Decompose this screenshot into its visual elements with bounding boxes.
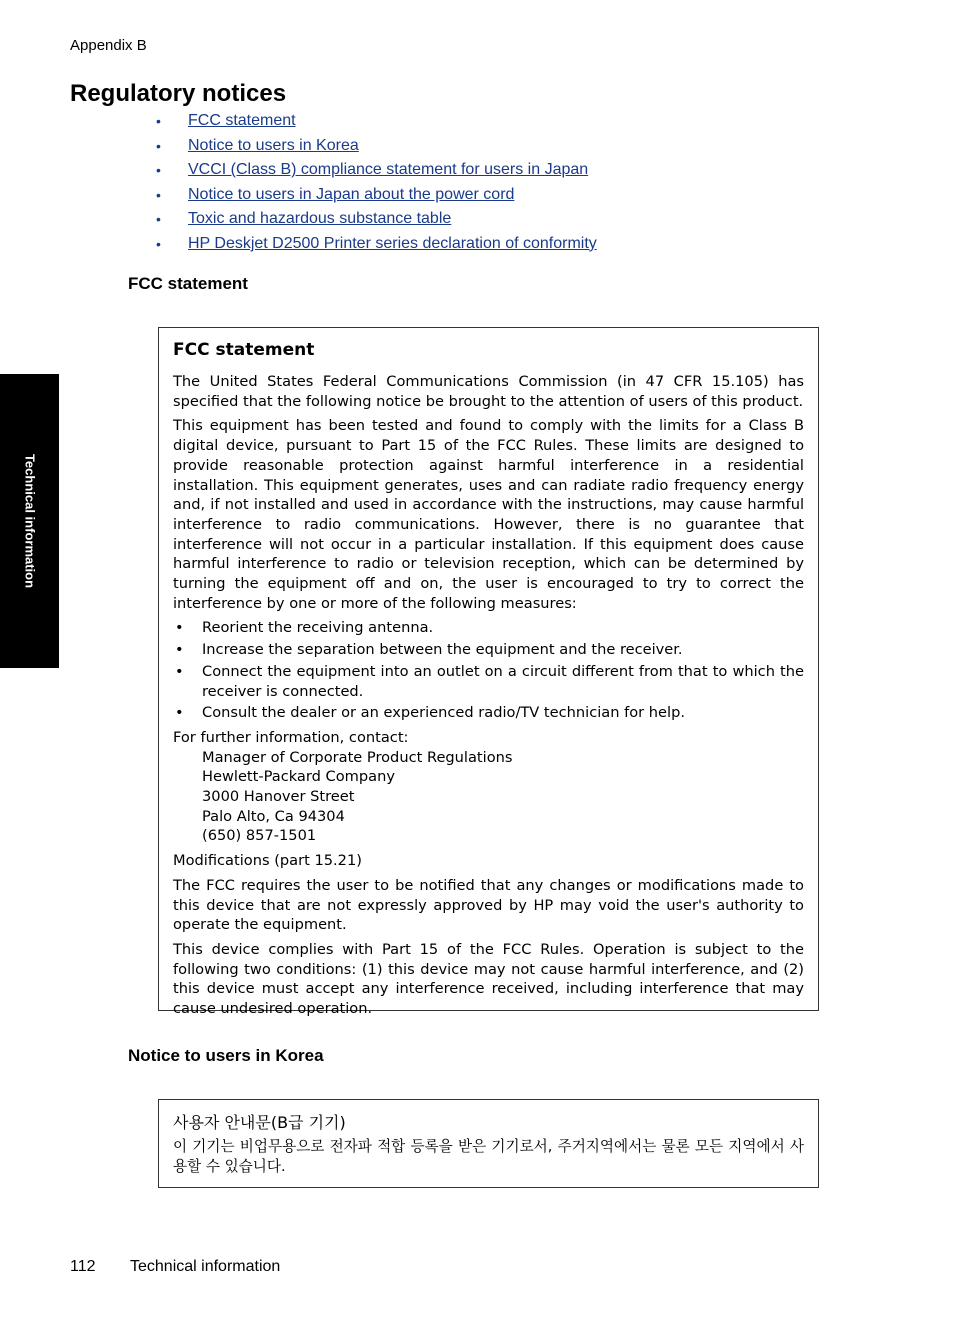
- toc-list: [156, 111, 756, 258]
- toc-link-korea[interactable]: Notice to users in Korea: [188, 136, 359, 154]
- bullet: •: [175, 662, 184, 680]
- toc-item: [156, 234, 756, 259]
- toc-link-japan-power-cord[interactable]: Notice to users in Japan about the power cord: [188, 185, 515, 203]
- page-number: 112: [70, 1258, 96, 1275]
- address-line: (650) 857-1501: [202, 827, 317, 845]
- fcc-section-heading: FCC statement: [128, 274, 248, 293]
- list-item: [173, 662, 804, 701]
- bullet: •: [175, 641, 184, 659]
- toc-item: [156, 185, 756, 210]
- toc-link-vcci[interactable]: VCCI (Class B) compliance statement for users in Japan: [188, 161, 589, 178]
- toc-link-declaration[interactable]: HP Deskjet D2500 Printer series declaration of conformity: [188, 234, 597, 252]
- korea-section-heading: Notice to users in Korea: [128, 1046, 324, 1065]
- bullet: •: [175, 704, 184, 722]
- address-line: Palo Alto, Ca 94304: [202, 807, 345, 825]
- page-title: Regulatory notices: [70, 80, 287, 107]
- fcc-statement-box: [158, 327, 819, 1018]
- toc-bullet: •: [156, 137, 161, 154]
- korea-box-text: 이 기기는 비업무용으로 전자파 적합 등록을 받은 기기로서, 주거지역에서는 물론 모든 지역에서 사용할 수 있습니다.: [173, 1138, 804, 1175]
- toc-bullet: •: [156, 235, 161, 252]
- korea-box-title: 사용자 안내문(B급 기기): [173, 1113, 346, 1132]
- side-tab-label: Technical information: [22, 453, 38, 589]
- fcc-measures-list: [173, 618, 804, 723]
- modifications-label: Modifications (part 15.21): [173, 852, 362, 870]
- contact-address: [173, 748, 804, 847]
- list-item: [173, 640, 804, 660]
- fcc-box-body: [173, 372, 804, 1019]
- toc-item: [156, 209, 756, 234]
- fcc-paragraph-3: The FCC requires the user to be notified that any changes or modifications made to this device that are not expressly approved by HP may void the user's authority to operate the equipment.: [173, 876, 804, 934]
- fcc-paragraph-2: This equipment has been tested and found to comply with the limits for a Class B digital device, pursuant to Part 15 of the FCC Rules. These limits are designed to provide reasonable protection against harmful interference in a residential installation. This equipment generates, uses and can radiate radio frequency energy and, if not installed and used in accordance with the instructions, may cause harmful interference to radio communications. However, there is no guarantee that interference will not occur in a particular installation. If this equipment does cause harmful interference to radio or television reception, which can be determined by turning the equipment off and on, the user is encouraged to try to correct the interference by one or more of the following measures:: [173, 417, 804, 612]
- list-item: [173, 618, 804, 638]
- list-item: [173, 703, 804, 723]
- toc-link-fcc-statement[interactable]: FCC statement: [188, 112, 296, 129]
- running-head: Appendix B: [70, 37, 147, 54]
- toc-bullet: •: [156, 162, 161, 178]
- footer-title: Technical information: [130, 1258, 281, 1275]
- toc-item: [156, 160, 756, 185]
- fcc-box-title: FCC statement: [173, 340, 315, 360]
- contact-intro: For further information, contact:: [173, 728, 409, 746]
- bullet: •: [175, 619, 184, 637]
- fcc-paragraph-1: The United States Federal Communications Commission (in 47 CFR 15.105) has specified that the following notice be brought to the attention of users of this product.: [173, 373, 804, 410]
- toc-item: [156, 136, 756, 161]
- measure-text: Increase the separation between the equipment and the receiver.: [202, 641, 683, 659]
- korea-notice-box: [158, 1099, 819, 1188]
- measure-text: Consult the dealer or an experienced radio/TV technician for help.: [202, 704, 685, 722]
- side-tab: [0, 374, 59, 668]
- toc-bullet: •: [156, 211, 161, 227]
- address-line: Manager of Corporate Product Regulations: [202, 748, 513, 766]
- measure-text: Reorient the receiving antenna.: [202, 619, 434, 637]
- address-line: Hewlett-Packard Company: [202, 768, 395, 786]
- toc-bullet: •: [156, 113, 161, 129]
- fcc-paragraph-4: This device complies with Part 15 of the FCC Rules. Operation is subject to the following two conditions: (1) this device may not cause harmful interference, and (2) this device must accept any interference received, including interference that may cause undesired operation.: [173, 940, 804, 1018]
- address-line: 3000 Hanover Street: [202, 788, 355, 806]
- toc-link-toxic-table[interactable]: Toxic and hazardous substance table: [188, 210, 452, 227]
- toc-item: [156, 111, 756, 136]
- measure-text: Connect the equipment into an outlet on a circuit different from that to which the receiver is connected.: [202, 662, 804, 700]
- toc-bullet: •: [156, 186, 161, 203]
